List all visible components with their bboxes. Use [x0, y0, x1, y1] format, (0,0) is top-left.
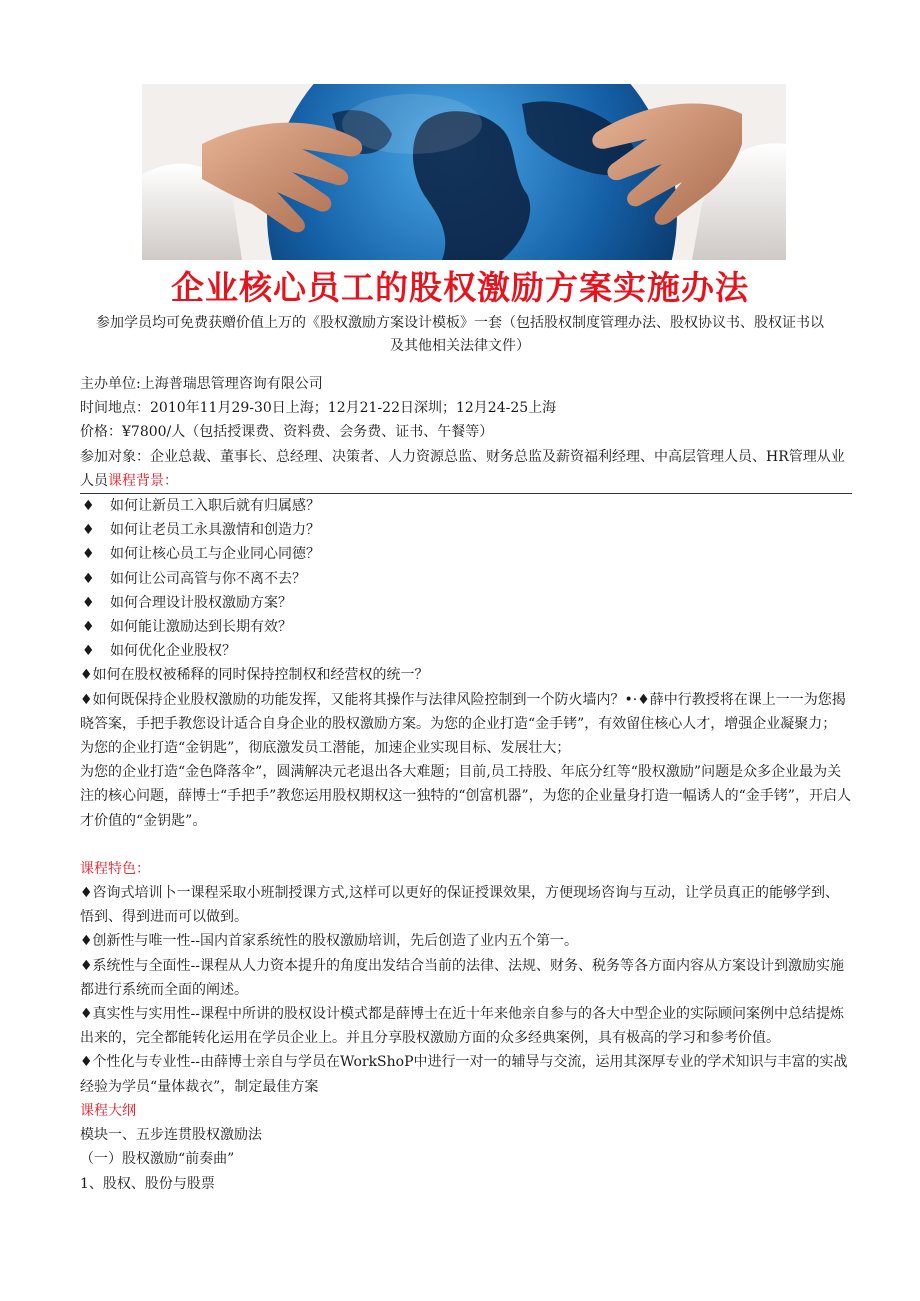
- diamond-bullet-icon: ♦: [82, 498, 95, 515]
- spacer: [80, 833, 852, 857]
- feature-item: ♦系统性与全面性--课程从人力资本提升的角度出发结合当前的法律、法规、财务、税务等各方面内容从方案设计到激励实施都进行系统而全面的阐述。: [80, 957, 845, 998]
- diamond-bullet-icon: ♦: [82, 570, 95, 587]
- organizer: 主办单位:上海普瑞思管理咨询有限公司: [80, 376, 323, 392]
- audience: [80, 445, 852, 494]
- outline-item: 1、股权、股份与股票: [80, 1175, 215, 1192]
- question-item: ♦ 如何让核心员工与企业同心同德？: [80, 542, 852, 566]
- question-item: ♦ 如何合理设计股权激励方案？: [80, 591, 852, 615]
- page-title: 企业核心员工的股权激励方案实施办法: [171, 268, 749, 307]
- body-paragraph: 为您的企业打造“金色降落伞”，圆满解决元老退出各大难题；目前,员工持股、年底分红等“股权激励”问题是众多企业最为关注的核心问题，薛博士“手把手”教您运用股权期权这一独特的“创富机器”，为您的企业量身打造一幅诱人的“金手铐”，开启人才价值的“金钥匙”。: [80, 764, 851, 829]
- body-paragraph: ♦如何在股权被稀释的同时保持控制权和经营权的统一？: [80, 667, 429, 684]
- question-item: ♦ 如何能让激励达到长期有效？: [80, 615, 852, 639]
- diamond-bullet-icon: ♦: [82, 594, 95, 611]
- body-paragraph: ♦如何既保持企业股权激励的功能发挥，又能将其操作与法律风险控制到一个防火墙内？•·♦薛中行教授将在课上一一为您揭晓答案，手把手教您设计适合自身企业的股权激励方案。为您的企业打造“金手铐”，有效留住核心人才，增强企业凝聚力；: [80, 691, 846, 732]
- question-item: ♦ 如何让新员工入职后就有归属感？: [80, 494, 852, 518]
- diamond-bullet-icon: ♦: [82, 546, 95, 563]
- outline-section: （一）股权激励“前奏曲”: [80, 1151, 235, 1168]
- body-paragraph: 为您的企业打造“金钥匙”，彻底激发员工潜能，加速企业实现目标、发展壮大；: [80, 740, 571, 757]
- question-item: ♦ 如何让公司高管与你不离不去？: [80, 567, 852, 591]
- feature-item: ♦真实性与实用性--课程中所讲的股权设计模式都是薛博士在近十年来他亲自参与的各大中型企业的实际顾问案例中总结提炼出来的，完全都能转化运用在学员企业上。并且分享股权激励方面的众多经典案例，具有极高的学习和参考价值。: [80, 1006, 845, 1047]
- question-item: ♦ 如何优化企业股权？: [80, 639, 852, 663]
- diamond-bullet-icon: ♦: [82, 619, 95, 636]
- globe-hands-illustration: [142, 84, 786, 260]
- feature-item: ♦创新性与唯一性--国内首家系统性的股权激励培训，先后创造了业内五个第一。: [80, 933, 579, 950]
- feature-item: ♦咨询式培训卜一课程采取小班制授课方式,这样可以更好的保证授课效果，方便现场咨询与互动，让学员真正的能够学到、悟到、得到进而可以做到。: [80, 885, 839, 926]
- banner-image: [142, 84, 786, 260]
- background-heading: 课程背景：: [108, 472, 178, 489]
- outline-heading: 课程大纲: [80, 1102, 136, 1119]
- audience-text: 参加对象：企业总裁、董事长、总经理、决策者、人力资源总监、财务总监及薪资福利经理、中高层管理人员、HR管理从业人员: [80, 448, 845, 489]
- outline-module: 模块一、五步连贯股权激励法: [80, 1127, 262, 1144]
- diamond-bullet-icon: ♦: [82, 522, 95, 539]
- document-body: [80, 372, 852, 1196]
- feature-item: ♦个性化与专业性--由薛博士亲自与学员在WorkShoP中进行一对一的辅导与交流，运用其深厚专业的学术知识与丰富的实战经验为学员“量体裁衣”，制定最佳方案: [80, 1054, 848, 1095]
- price: 价格：¥7800/人（包括授课费、资料费、会务费、证书、午餐等）: [80, 424, 494, 441]
- features-heading: 课程特色：: [80, 860, 150, 877]
- question-item: ♦ 如何让老员工永具激情和创造力？: [80, 518, 852, 542]
- time-place: 时间地点：2010年11月29-30日上海；12月21-22日深圳；12月24-25上海: [80, 400, 557, 417]
- subtitle: 参加学员均可免费获赠价值上万的《股权激励方案设计模板》一套（包括股权制度管理办法、股权协议书、股权证书以及其他相关法律文件）: [96, 315, 824, 354]
- diamond-bullet-icon: ♦: [82, 643, 95, 660]
